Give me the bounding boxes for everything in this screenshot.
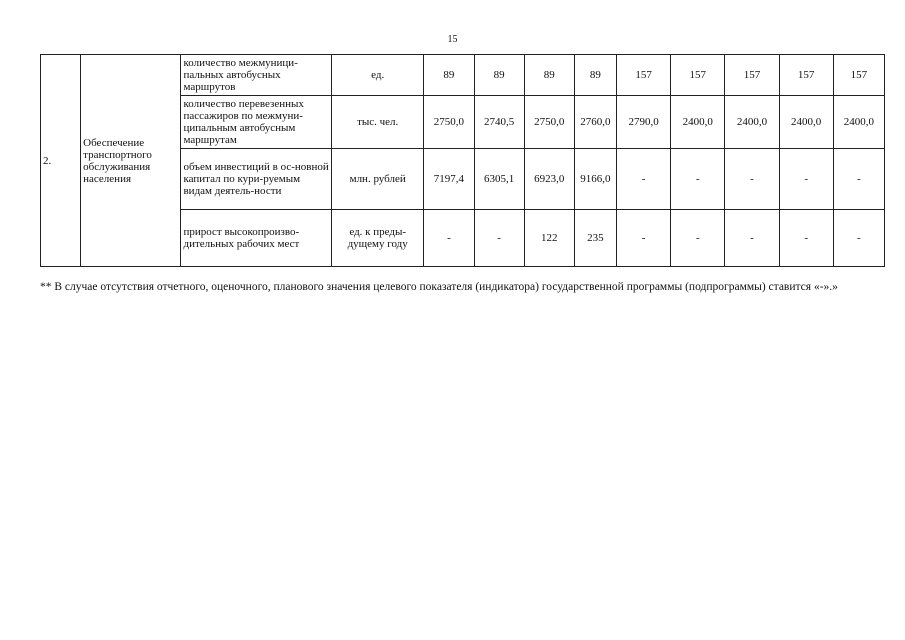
indicator-value: 157 [779,55,833,96]
indicator-value: 2400,0 [725,96,779,149]
indicator-value: 122 [524,210,574,267]
indicator-value: - [474,210,524,267]
indicator-value: 89 [574,55,616,96]
indicator-value: 2760,0 [574,96,616,149]
indicator-value: - [833,210,884,267]
indicator-value: - [725,210,779,267]
section-index: 2. [41,55,81,267]
indicator-value: 6923,0 [524,149,574,210]
indicator-value: 2400,0 [833,96,884,149]
indicator-value: 7197,4 [424,149,474,210]
indicator-name: количество перевезенных пассажиров по межмуни-ципальным автобусным маршрутам [181,96,332,149]
section-title: Обеспечение транспортного обслуживания населения [81,55,181,267]
indicator-value: 2790,0 [617,96,671,149]
indicators-table [40,54,885,267]
indicator-value: 89 [474,55,524,96]
indicator-unit: ед. [332,55,424,96]
indicator-value: - [779,210,833,267]
indicator-value: - [617,210,671,267]
indicator-value: 2400,0 [671,96,725,149]
indicator-value: 2400,0 [779,96,833,149]
indicator-value: 2750,0 [424,96,474,149]
indicator-value: 6305,1 [474,149,524,210]
indicator-value: 157 [833,55,884,96]
indicator-value: 157 [725,55,779,96]
indicator-unit: млн. рублей [332,149,424,210]
indicator-value: 157 [617,55,671,96]
indicator-value: - [671,210,725,267]
indicator-value: 89 [424,55,474,96]
indicator-value: 235 [574,210,616,267]
indicator-value: 157 [671,55,725,96]
indicator-unit: ед. к преды-дущему году [332,210,424,267]
indicator-value: - [671,149,725,210]
indicator-value: - [833,149,884,210]
indicator-value: - [424,210,474,267]
indicator-unit: тыс. чел. [332,96,424,149]
indicator-value: 2750,0 [524,96,574,149]
indicator-value: 2740,5 [474,96,524,149]
footnote: ** В случае отсутствия отчетного, оценочного, планового значения целевого показателя (индикатора) государственной программы (подпрограммы) ставится «-».» [40,281,838,293]
indicator-name: объем инвестиций в ос-новной капитал по кури-руемым видам деятель-ности [181,149,332,210]
indicator-name: прирост высокопроизво-дительных рабочих мест [181,210,332,267]
table-row [41,55,885,96]
indicator-value: 9166,0 [574,149,616,210]
indicator-value: - [617,149,671,210]
indicator-value: 89 [524,55,574,96]
page-number: 15 [447,34,458,45]
indicator-name: количество межмуници-пальных автобусных маршрутов [181,55,332,96]
indicator-value: - [779,149,833,210]
indicator-value: - [725,149,779,210]
